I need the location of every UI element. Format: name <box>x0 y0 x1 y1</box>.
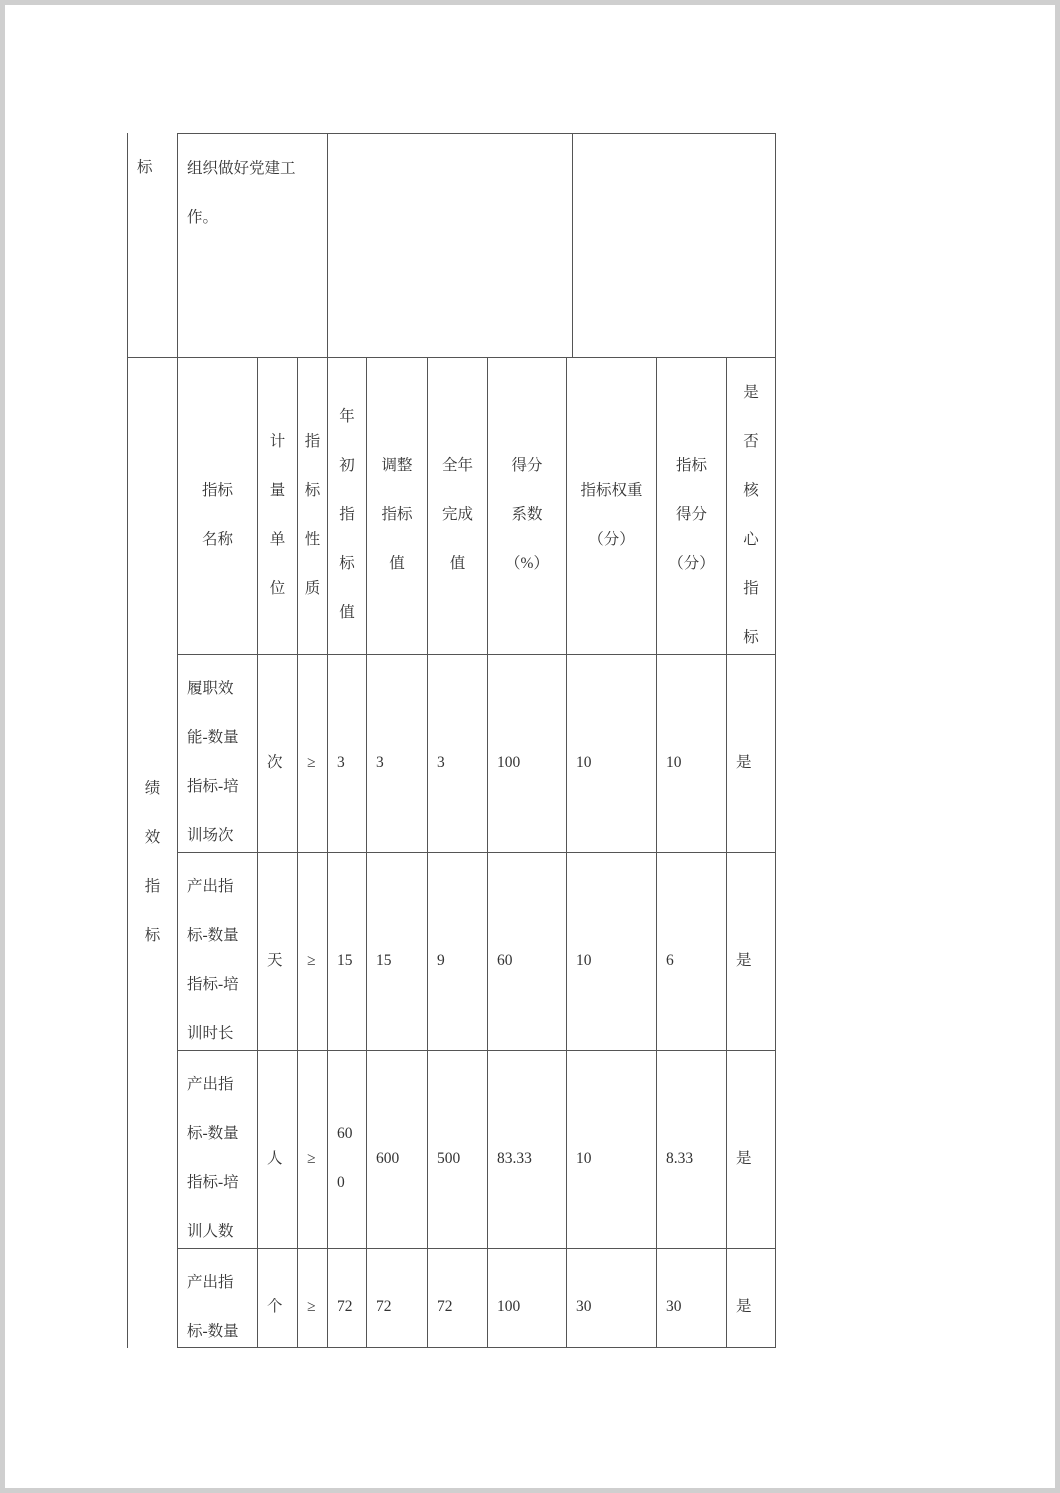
cell-text: 指标-培 <box>187 1174 239 1191</box>
cell-text: 天 <box>267 951 283 969</box>
cell-initial-target <box>327 852 367 1051</box>
cell-indicator-name <box>177 1248 258 1348</box>
cell-adjusted-target <box>366 654 428 853</box>
cell-text: 9 <box>437 951 445 969</box>
header-text: 名称 <box>201 530 233 548</box>
cell-text: 能-数量 <box>187 729 239 746</box>
cell-text: 产出指 <box>187 1076 234 1093</box>
cell-text: 是 <box>736 1149 752 1167</box>
cell-text: 标-数量 <box>187 1125 239 1142</box>
cell-score <box>656 654 727 853</box>
cell-text: 15 <box>376 951 392 969</box>
cell-text: 0 <box>337 1174 345 1191</box>
cell-is-core <box>726 852 776 1051</box>
header-text: 全年 <box>441 457 473 474</box>
cell-is-core <box>726 654 776 853</box>
header-nature <box>297 357 328 655</box>
cell-annual-completion <box>427 1050 488 1249</box>
header-is-core <box>726 357 776 655</box>
cell-unit <box>257 1050 298 1249</box>
cell-initial-target <box>327 1248 367 1348</box>
header-score-coefficient <box>487 357 567 655</box>
cell-text: 个 <box>267 1298 283 1315</box>
cell-text: 10 <box>576 1149 592 1167</box>
cell-text: 履职效 <box>187 680 234 697</box>
section-label-char: 标 <box>144 926 161 944</box>
cell-nature <box>297 1248 328 1348</box>
cell-text: 15 <box>337 951 353 969</box>
cell-initial-target <box>327 654 367 853</box>
header-text: 心 <box>743 530 759 548</box>
header-text: 值 <box>389 555 405 572</box>
cell-initial-target <box>327 1050 367 1249</box>
section-label-char: 绩 <box>144 779 161 797</box>
header-text: 单 <box>269 530 286 548</box>
cell-indicator-name <box>177 1050 258 1249</box>
cell-score-coefficient <box>487 1248 567 1348</box>
cell-unit <box>257 654 298 853</box>
cell-text: 60 <box>497 951 513 969</box>
objective-content-cell <box>177 133 328 358</box>
cell-text: 指标-培 <box>187 976 239 993</box>
cell-score-coefficient <box>487 852 567 1051</box>
cell-text: 83.33 <box>497 1149 532 1167</box>
cell-annual-completion <box>427 852 488 1051</box>
header-text: 值 <box>339 604 355 621</box>
header-annual-completion <box>427 357 488 655</box>
cell-text: 72 <box>437 1298 453 1315</box>
cell-text: ≥ <box>307 1298 316 1315</box>
cell-text: 30 <box>666 1298 682 1315</box>
header-score <box>656 357 727 655</box>
cell-unit <box>257 1248 298 1348</box>
cell-text: 6 <box>666 951 674 969</box>
cell-text: 指标-培 <box>187 778 239 795</box>
cell-text: 产出指 <box>187 1273 234 1291</box>
header-text: 指 <box>304 432 321 450</box>
cell-text: 标-数量 <box>187 927 239 944</box>
cell-text: 训时长 <box>187 1025 234 1042</box>
cell-score-coefficient <box>487 1050 567 1249</box>
cell-text: 3 <box>376 753 384 771</box>
section-label: 标 <box>137 159 153 176</box>
header-text: 得分 <box>675 506 707 523</box>
section-label-cell <box>127 133 178 358</box>
cell-text: ≥ <box>307 753 316 771</box>
section-label-char: 效 <box>144 828 161 846</box>
header-weight <box>566 357 657 655</box>
header-text: 调整 <box>381 457 413 474</box>
header-text: 标 <box>304 481 321 499</box>
performance-indicators-label-cell <box>127 357 178 1348</box>
cell-weight <box>566 1248 657 1348</box>
header-text: 值 <box>449 555 466 572</box>
header-text: 核 <box>743 481 759 499</box>
cell-text: 是 <box>736 951 752 969</box>
cell-text: 产出指 <box>187 878 234 895</box>
header-text: 指 <box>339 506 355 523</box>
cell-text: 100 <box>497 753 521 771</box>
cell-text: 72 <box>337 1298 353 1315</box>
cell-score <box>656 1050 727 1249</box>
cell-text: 是 <box>736 753 752 771</box>
cell-text: 60 <box>337 1125 353 1142</box>
section-label-char: 指 <box>144 877 161 895</box>
cell-text: 3 <box>437 753 445 771</box>
cell-score <box>656 852 727 1051</box>
header-text: 完成 <box>441 506 473 523</box>
cell-text: 训人数 <box>187 1223 234 1240</box>
cell-indicator-name <box>177 852 258 1051</box>
cell-weight <box>566 654 657 853</box>
header-text: 性 <box>304 530 321 548</box>
cell-text: 次 <box>267 753 283 771</box>
header-text: 年 <box>339 408 355 425</box>
cell-text: 10 <box>576 951 592 969</box>
header-text: 质 <box>304 579 321 597</box>
cell-text: 8.33 <box>666 1149 694 1167</box>
header-text: 位 <box>269 579 286 597</box>
cell-weight <box>566 1050 657 1249</box>
cell-text: 500 <box>437 1149 461 1167</box>
cell-text: 人 <box>267 1149 283 1167</box>
cell-is-core <box>726 1248 776 1348</box>
header-text: 指标 <box>381 506 413 523</box>
empty-cell <box>572 133 776 358</box>
cell-nature <box>297 1050 328 1249</box>
header-text: 指标权重 <box>580 481 643 499</box>
header-text: 否 <box>743 432 759 450</box>
header-text: （分） <box>588 530 635 548</box>
cell-text: 100 <box>497 1298 521 1315</box>
cell-text: 30 <box>576 1298 592 1315</box>
empty-cell <box>327 133 573 358</box>
cell-text: 10 <box>666 753 682 771</box>
header-adjusted-target <box>366 357 428 655</box>
header-text: 指标 <box>201 481 233 499</box>
header-text: 得分 <box>511 457 543 474</box>
header-text: 初 <box>339 457 355 474</box>
header-initial-target <box>327 357 367 655</box>
cell-text: 训场次 <box>187 827 234 844</box>
cell-indicator-name <box>177 654 258 853</box>
cell-unit <box>257 852 298 1051</box>
cell-score <box>656 1248 727 1348</box>
cell-nature <box>297 654 328 853</box>
cell-text: ≥ <box>307 951 316 969</box>
cell-text: 10 <box>576 753 592 771</box>
header-text: 标 <box>339 555 355 572</box>
cell-text: 是 <box>736 1298 752 1315</box>
header-text: 系数 <box>511 506 543 523</box>
header-text: 标 <box>743 628 759 646</box>
cell-nature <box>297 852 328 1051</box>
cell-text: 3 <box>337 753 345 771</box>
cell-weight <box>566 852 657 1051</box>
cell-annual-completion <box>427 1248 488 1348</box>
cell-text: 72 <box>376 1298 392 1315</box>
header-text: （%） <box>505 555 549 572</box>
header-text: 计 <box>269 432 286 450</box>
cell-text: 标-数量 <box>187 1322 239 1340</box>
cell-adjusted-target <box>366 1248 428 1348</box>
cell-is-core <box>726 1050 776 1249</box>
header-unit <box>257 357 298 655</box>
header-text: 指标 <box>675 457 707 474</box>
header-text: 指 <box>743 579 759 597</box>
objective-text-line: 作。 <box>187 209 219 226</box>
header-text: 是 <box>743 383 759 401</box>
cell-text: 600 <box>376 1149 400 1167</box>
header-text: 量 <box>269 481 286 499</box>
objective-text-line: 组织做好党建工 <box>187 160 296 177</box>
cell-adjusted-target <box>366 852 428 1051</box>
header-indicator-name <box>177 357 258 655</box>
cell-adjusted-target <box>366 1050 428 1249</box>
cell-annual-completion <box>427 654 488 853</box>
cell-score-coefficient <box>487 654 567 853</box>
cell-text: ≥ <box>307 1149 316 1167</box>
header-text: （分） <box>668 555 715 572</box>
